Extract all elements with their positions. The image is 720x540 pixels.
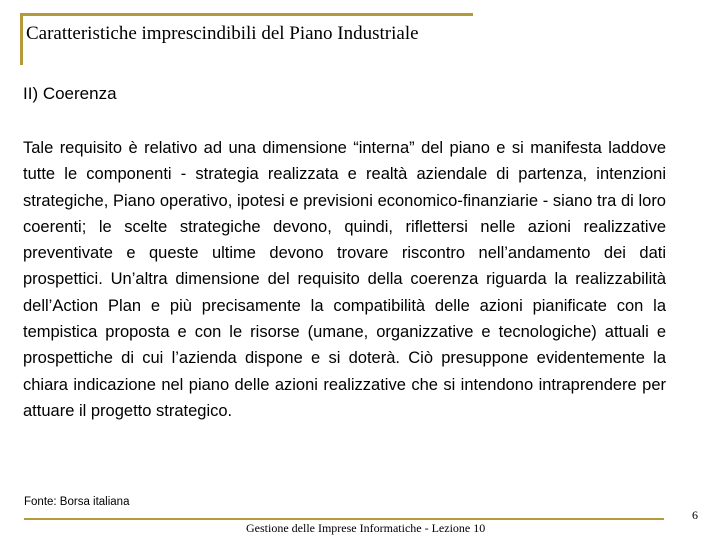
page-number: 6 (692, 508, 698, 522)
section-heading: II) Coerenza (23, 84, 117, 103)
body-paragraph: Tale requisito è relativo ad una dimensione “interna” del piano e si manifesta laddove tutte le componenti - strategia realizzata e realtà aziendale di partenza, intenzioni strategiche, Piano operativo, ipotesi e previsioni economico-finanziarie - siano tra di loro coerenti; le scelte strategiche devono, quindi, riflettersi nelle azioni realizzative preventivate e queste ultime devono trovare riscontro nell’andamento dei dati prospettici. Un’altra dimensione del requisito della coerenza riguarda la realizzabilità dell’Action Plan e più precisamente la compatibilità delle azioni pianificate con la tempistica proposta e con le risorse (umane, organizzative e tecnologiche) attuali e prospettiche di cui l’azienda dispone e si doterà. Ciò presuppone evidentemente la chiara indicazione nel piano delle azioni realizzative che si intendono intraprendere per attuare il progetto strategico. (23, 139, 666, 420)
slide-title: Caratteristiche imprescindibili del Piano Industriale (26, 23, 419, 44)
footer-divider (24, 518, 664, 520)
source-note: Fonte: Borsa italiana (24, 496, 130, 508)
footer-course-label: Gestione delle Imprese Informatiche - Lezione 10 (246, 521, 486, 535)
